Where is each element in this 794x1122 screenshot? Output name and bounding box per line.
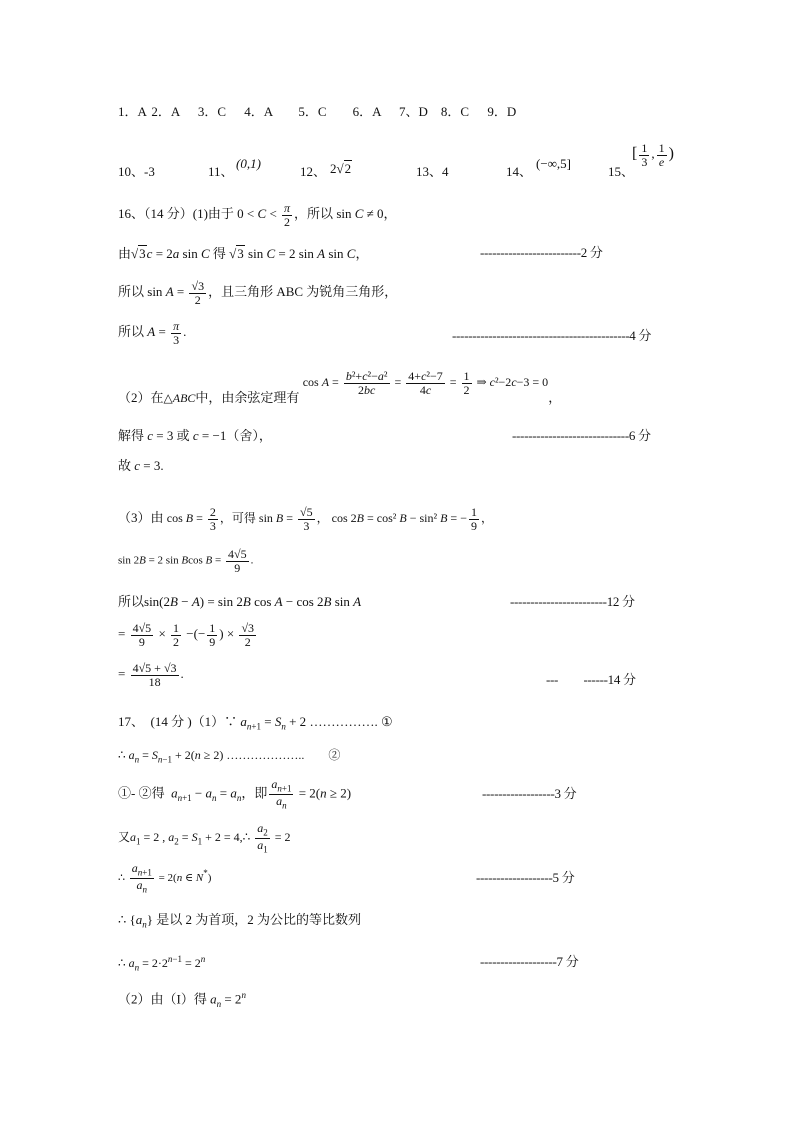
- q17-line6: ∴ $\{a_n\}$ 是以 2 为首项，2 为公比的等比数列: [118, 912, 362, 930]
- q16-final: = $\frac{4√5 + √3}{18}$ .: [118, 661, 184, 689]
- answer-14-label: 14、: [506, 164, 533, 179]
- score-4: --------------------------------------------4 分: [452, 328, 652, 343]
- q16-line4: 所以 A = $\frac{\pi}{3}$ .: [118, 319, 187, 347]
- answer-10: 10、-3: [118, 164, 155, 179]
- q16-final-c: 故 c = 3.: [118, 458, 164, 473]
- q16-result: 所以sin(2B − A) = sin 2B cos A − cos 2B sin A: [118, 594, 362, 609]
- q16-line2: 由√3c = 2a sin C 得 √3 sin C = 2 sin A sin C，: [118, 246, 369, 261]
- q17-line3: ①- ②得 $a_{n+1} - a_n = a_n$，即 $\frac{a_{n+1}}{a_n}$ = 2(n ≥ 2): [118, 777, 352, 811]
- answer-14-value: (−∞,5]: [536, 156, 572, 171]
- score-14: --- ------14 分: [546, 672, 636, 687]
- q17-line7: ∴ $a_n = 2\cdot 2^{n-1} = 2^n$: [118, 954, 206, 973]
- score-3: ------------------3 分: [482, 786, 577, 801]
- q16-calc: = $\frac{4√5}{9}$ × $\frac{1}{2}$ −(− $\frac{1}{9}$ ) × $\frac{√3}{2}$: [118, 621, 255, 649]
- answers-choice-line: 1．A 2．A 3．C 4．A 5．C 6．A 7、D 8．C 9．D: [118, 104, 517, 119]
- q16-solution: 解得 c = 3 或 c = −1（舍），: [118, 428, 272, 443]
- answer-12-label: 12、: [300, 164, 327, 179]
- q16-part3: （3）由 cos B = $\frac{2}{3}$ ，可得 sin B = $\frac{√5}{3}$ ， cos 2B = cos² B − sin² B = − $\frac{1}{9}$ ，: [118, 505, 493, 533]
- answer-11-value: (0,1): [236, 156, 261, 171]
- q16-line3: 所以 sin A = $\frac{√3}{2}$ ，且三角形 ABC 为锐角三角形，: [118, 279, 398, 307]
- q17-line4: 又$a_1 = 2$ , $a_2 = S_1 + 2$ = 4,∴ $\frac{a_2}{a_1}$ = 2: [118, 821, 291, 855]
- q16-intro: 16、（14 分）(1)由于 0 < C < $\frac{\pi}{2}$ ，所以 sin C ≠ 0，: [118, 201, 397, 229]
- score-2: -------------------------2 分: [480, 245, 603, 260]
- q16-part2: （2）在△ABC中，由余弦定理有 cos A = $\frac{\text{b²+c²−a²}}{2bc}$ = $\frac{\text{4+c²−7}}{4c}$ = $\frac{1}{2}$ ⇒ c²−2c−3 = 0，: [118, 369, 562, 405]
- score-12: ------------------------12 分: [510, 594, 635, 609]
- q16-sin2B: sin 2B = 2 sin Bcos B = $\frac{4√5}{9}$ .: [118, 547, 254, 575]
- answer-13: 13、4: [416, 164, 449, 179]
- answer-12-value: 2√2: [330, 161, 352, 176]
- q17-part2: （2）由（I）得 $a_n = 2^n$: [118, 990, 246, 1009]
- q17-intro: 17、 (14 分 )（1）∵ $a_{n+1} = S_n + 2$ ……………. ①: [118, 714, 393, 732]
- score-5: -------------------5 分: [476, 870, 575, 885]
- q17-line5: ∴ $\frac{a_{n+1}}{a_n}$ = 2(n ∈ N*): [118, 861, 212, 895]
- q17-eq2: ∴ $a_n = S_{n-1} + 2(n \ge 2)$ ……………….. ②: [118, 748, 341, 765]
- answer-15-value: [ $\frac{1}{3}$ , $\frac{1}{e}$ ): [632, 141, 674, 169]
- score-6: -----------------------------6 分: [512, 428, 651, 443]
- score-7: -------------------7 分: [480, 954, 579, 969]
- answer-15-label: 15、: [608, 164, 635, 179]
- answer-11-label: 11、: [208, 164, 234, 179]
